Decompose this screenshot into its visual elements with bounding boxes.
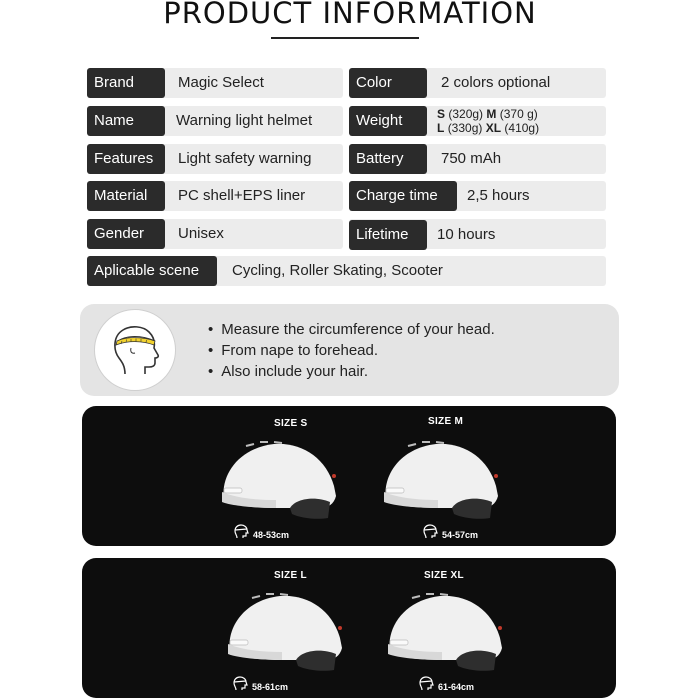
- spec-label: Features: [87, 144, 165, 174]
- spec-value: Warning light helmet: [176, 112, 313, 129]
- size-s-range: 48-53cm: [253, 530, 290, 540]
- spec-value: Unisex: [178, 225, 224, 242]
- spec-brand: [87, 68, 343, 98]
- head-size-icon: [418, 676, 434, 692]
- size-xl-label: XL: [485, 121, 502, 135]
- spec-lifetime: [349, 219, 606, 249]
- size-m-title: SIZE M: [428, 416, 464, 427]
- spec-value: Magic Select: [178, 74, 264, 91]
- size-l-label: L: [437, 121, 445, 135]
- size-m-range: 54-57cm: [442, 530, 479, 540]
- size-m-label: M: [486, 107, 497, 121]
- spec-value: PC shell+EPS liner: [178, 187, 306, 204]
- spec-gender: [87, 219, 343, 249]
- spec-material: [87, 181, 343, 211]
- measure-bullet: • Measure the circumference of your head.: [208, 319, 495, 340]
- measure-bullet: • Also include your hair.: [208, 361, 495, 382]
- spec-value: 2 colors optional: [441, 74, 551, 91]
- spec-weight: [349, 106, 606, 136]
- spec-name: [87, 106, 343, 136]
- size-s-label: S: [437, 107, 446, 121]
- size-panel-top: [82, 406, 616, 546]
- weight-values-bottom: [437, 122, 539, 135]
- helmet-s-image: [216, 436, 340, 520]
- page-title: PRODUCT INFORMATION: [163, 0, 537, 30]
- head-size-icon: [422, 524, 438, 540]
- head-size-icon: [232, 676, 248, 692]
- weight-values-top: [437, 108, 538, 121]
- helmet-m-image: [378, 436, 502, 520]
- size-panel-bottom: [82, 558, 616, 698]
- spec-label: Battery: [349, 144, 427, 174]
- measure-bullet-list: [208, 319, 495, 382]
- spec-value: Cycling, Roller Skating, Scooter: [232, 262, 443, 279]
- spec-label: Gender: [87, 219, 165, 249]
- spec-charge-time: [349, 181, 606, 211]
- spec-label: Lifetime: [349, 220, 427, 250]
- size-l-weight: (330g): [447, 121, 483, 135]
- helmet-l-image: [222, 588, 346, 672]
- spec-value: Light safety warning: [178, 150, 312, 167]
- head-profile-icon: [95, 310, 177, 392]
- size-xl-weight: (410g): [504, 121, 540, 135]
- size-s-title: SIZE S: [274, 418, 308, 429]
- measure-instructions: [80, 304, 619, 396]
- spec-label: Name: [87, 106, 165, 136]
- size-m-weight: (370 g): [499, 107, 538, 121]
- head-size-icon: [233, 524, 249, 540]
- spec-value: 750 mAh: [441, 150, 502, 167]
- spec-value: 10 hours: [437, 226, 496, 243]
- spec-label: Charge time: [349, 181, 457, 211]
- size-s-weight: (320g): [448, 107, 484, 121]
- spec-label: Weight: [349, 106, 427, 136]
- size-l-title: SIZE L: [274, 570, 307, 581]
- helmet-xl-image: [382, 588, 506, 672]
- size-xl-range: 61-64cm: [438, 682, 475, 692]
- spec-label: Color: [349, 68, 427, 98]
- spec-label: Brand: [87, 68, 165, 98]
- size-l-range: 58-61cm: [252, 682, 289, 692]
- spec-battery: [349, 144, 606, 174]
- spec-color: [349, 68, 606, 98]
- spec-label: Material: [87, 181, 165, 211]
- size-xl-title: SIZE XL: [424, 570, 464, 581]
- spec-features: [87, 144, 343, 174]
- spec-label: Aplicable scene: [87, 256, 217, 286]
- head-measure-illustration: [94, 309, 176, 391]
- measure-bullet: • From nape to forehead.: [208, 340, 495, 361]
- spec-scene: [87, 256, 606, 286]
- title-underline: [271, 37, 419, 39]
- spec-value: 2,5 hours: [467, 187, 530, 204]
